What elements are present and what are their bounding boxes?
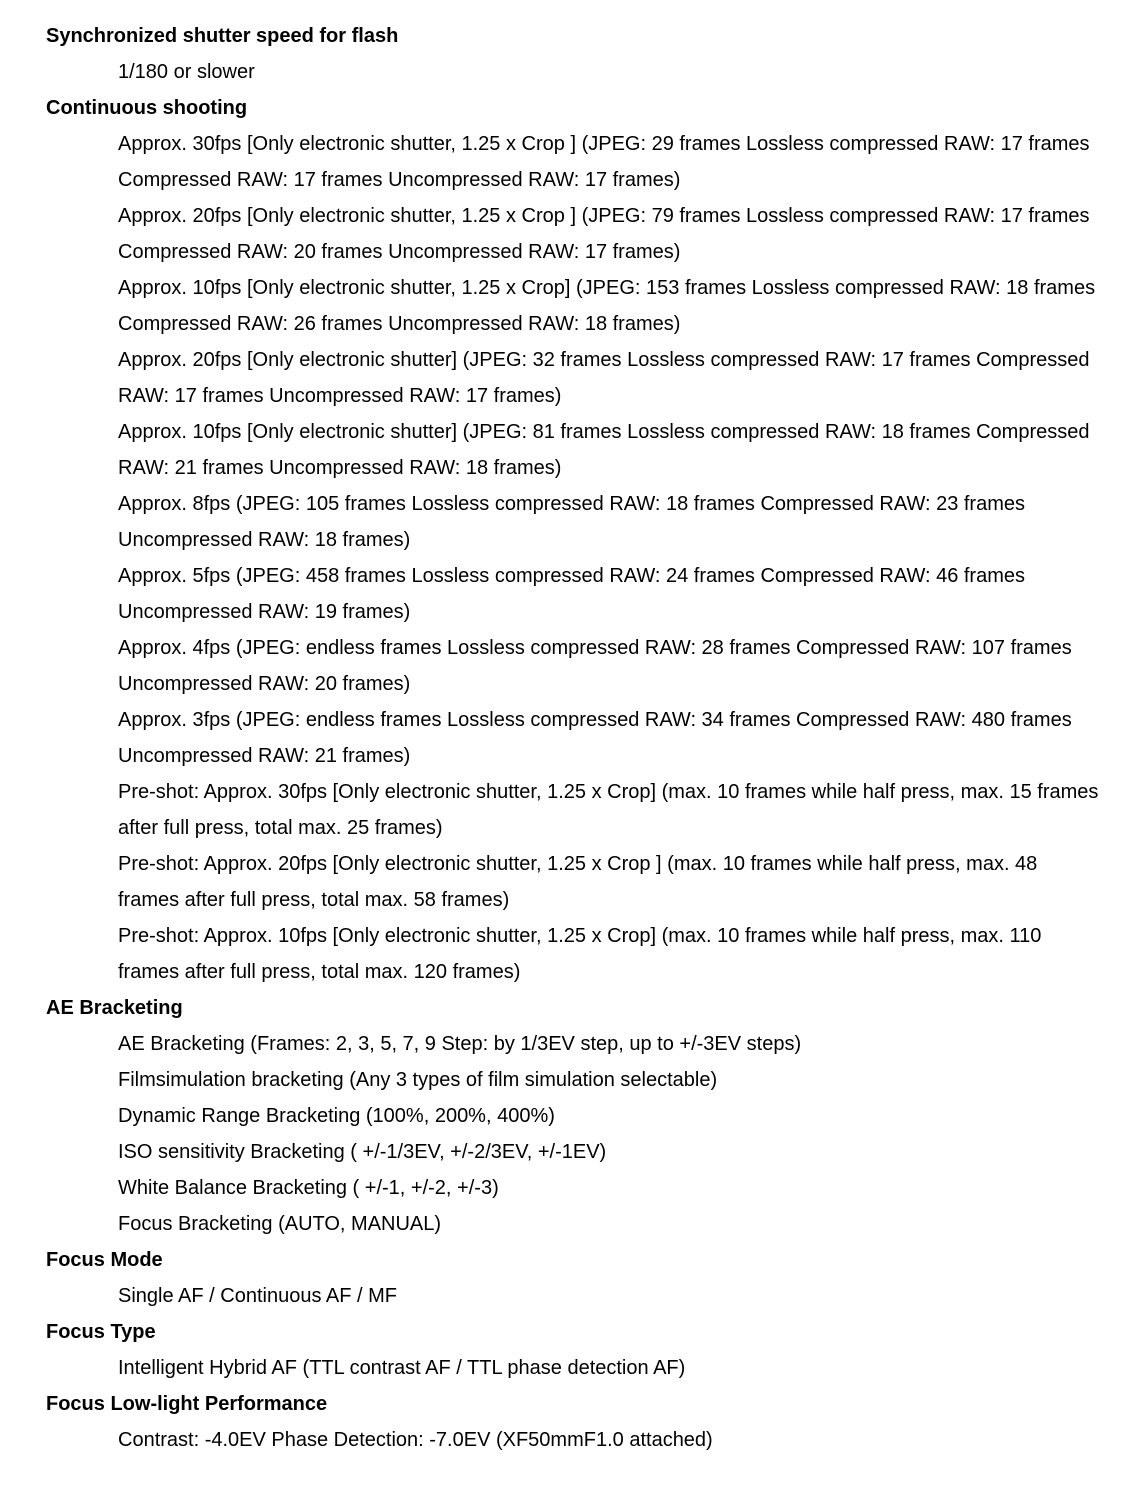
spec-value: Approx. 20fps [Only electronic shutter, 1.25 x Crop ] (JPEG: 79 frames Lossless compressed RAW: 17 frames Compressed RAW: 20 frames Uncompressed RAW: 17 frames) <box>118 205 1090 263</box>
spec-value: White Balance Bracketing ( +/-1, +/-2, +/-3) <box>118 1177 499 1199</box>
spec-heading: Focus Low-light Performance <box>46 1393 328 1415</box>
spec-section-ae-bracketing <box>46 990 1100 1242</box>
spec-value: Focus Bracketing (AUTO, MANUAL) <box>118 1213 442 1235</box>
spec-value: Pre-shot: Approx. 20fps [Only electronic shutter, 1.25 x Crop ] (max. 10 frames while half press, max. 48 frames after full press, total max. 58 frames) <box>118 853 1038 911</box>
spec-values <box>46 1422 1100 1458</box>
spec-values <box>46 1350 1100 1386</box>
spec-value: Approx. 30fps [Only electronic shutter, 1.25 x Crop ] (JPEG: 29 frames Lossless compressed RAW: 17 frames Compressed RAW: 17 frames Uncompressed RAW: 17 frames) <box>118 133 1090 191</box>
spec-section-focus-mode <box>46 1242 1100 1314</box>
spec-value: Approx. 3fps (JPEG: endless frames Lossless compressed RAW: 34 frames Compressed RAW: 480 frames Uncompressed RAW: 21 frames) <box>118 709 1072 767</box>
spec-section-focus-low-light <box>46 1386 1100 1458</box>
spec-value: Approx. 20fps [Only electronic shutter] (JPEG: 32 frames Lossless compressed RAW: 17 frames Compressed RAW: 17 frames Uncompressed RAW: 17 frames) <box>118 349 1090 407</box>
spec-section-flash-sync <box>46 18 1100 90</box>
spec-section-focus-type <box>46 1314 1100 1386</box>
spec-section-continuous-shooting <box>46 90 1100 990</box>
spec-values <box>46 54 1100 90</box>
spec-value: Approx. 10fps [Only electronic shutter, 1.25 x Crop] (JPEG: 153 frames Lossless compressed RAW: 18 frames Compressed RAW: 26 frames Uncompressed RAW: 18 frames) <box>118 277 1096 335</box>
spec-values <box>46 1278 1100 1314</box>
spec-heading: Continuous shooting <box>46 97 248 119</box>
spec-value: Dynamic Range Bracketing (100%, 200%, 400%) <box>118 1105 555 1127</box>
spec-value: 1/180 or slower <box>118 61 255 83</box>
spec-value: Approx. 4fps (JPEG: endless frames Lossless compressed RAW: 28 frames Compressed RAW: 107 frames Uncompressed RAW: 20 frames) <box>118 637 1072 695</box>
spec-value: Single AF / Continuous AF / MF <box>118 1285 398 1307</box>
spec-value: ISO sensitivity Bracketing ( +/-1/3EV, +/-2/3EV, +/-1EV) <box>118 1141 607 1163</box>
spec-value: Pre-shot: Approx. 30fps [Only electronic shutter, 1.25 x Crop] (max. 10 frames while half press, max. 15 frames after full press, total max. 25 frames) <box>118 781 1099 839</box>
spec-value: Approx. 5fps (JPEG: 458 frames Lossless compressed RAW: 24 frames Compressed RAW: 46 frames Uncompressed RAW: 19 frames) <box>118 565 1026 623</box>
spec-value: Filmsimulation bracketing (Any 3 types of film simulation selectable) <box>118 1069 718 1091</box>
spec-heading: AE Bracketing <box>46 997 183 1019</box>
spec-values <box>46 1026 1100 1242</box>
spec-value: AE Bracketing (Frames: 2, 3, 5, 7, 9 Step: by 1/3EV step, up to +/-3EV steps) <box>118 1033 802 1055</box>
spec-value: Contrast: -4.0EV Phase Detection: -7.0EV (XF50mmF1.0 attached) <box>118 1429 713 1451</box>
spec-value: Approx. 10fps [Only electronic shutter] (JPEG: 81 frames Lossless compressed RAW: 18 frames Compressed RAW: 21 frames Uncompressed RAW: 18 frames) <box>118 421 1090 479</box>
spec-value: Intelligent Hybrid AF (TTL contrast AF / TTL phase detection AF) <box>118 1357 686 1379</box>
spec-heading: Focus Mode <box>46 1249 163 1271</box>
spec-values <box>46 126 1100 990</box>
spec-value: Pre-shot: Approx. 10fps [Only electronic shutter, 1.25 x Crop] (max. 10 frames while half press, max. 110 frames after full press, total max. 120 frames) <box>118 925 1042 983</box>
spec-value: Approx. 8fps (JPEG: 105 frames Lossless compressed RAW: 18 frames Compressed RAW: 23 frames Uncompressed RAW: 18 frames) <box>118 493 1026 551</box>
spec-heading: Synchronized shutter speed for flash <box>46 25 399 47</box>
spec-heading: Focus Type <box>46 1321 156 1343</box>
